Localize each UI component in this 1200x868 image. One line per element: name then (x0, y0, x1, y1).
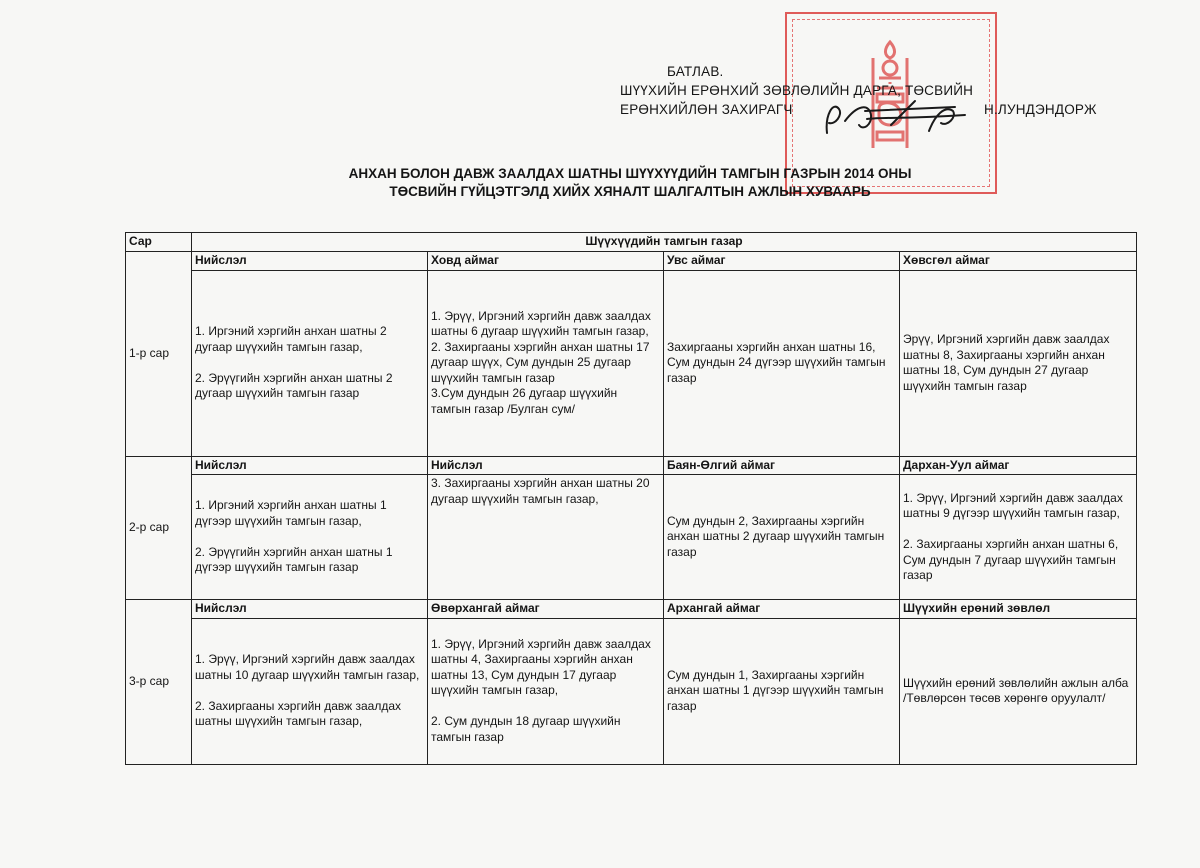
month-2-header-4: Дархан-Уул аймаг (900, 456, 1137, 475)
month-2-label: 2-р сар (126, 456, 192, 600)
month-3-cell-1: 1. Эрүү, Иргэний хэргийн давж заалдах шатны 10 дугаар шүүхийн тамгын газар, 2. Захиргааны хэргийн давж заалдах шатны шүүхийн тамгын газар, (192, 618, 428, 764)
approval-heading: БАТЛАВ. (667, 64, 724, 79)
month-2-header-1: Нийслэл (192, 456, 428, 475)
month-1-header-2: Ховд аймаг (428, 252, 664, 271)
month-3-label: 3-р сар (126, 600, 192, 765)
month-1-label: 1-р сар (126, 252, 192, 457)
month-3-cell-3: Сум дундын 1, Захиргааны хэргийн анхан шатны 1 дүгээр шүүхийн тамгын газар (664, 618, 900, 764)
schedule-table (125, 232, 1137, 765)
month-2-cell-1: 1. Иргэний хэргийн анхан шатны 1 дүгээр шүүхийн тамгын газар, 2. Эрүүгийн хэргийн анхан шатны 1 дүгээр шүүхийн тамгын газар (192, 475, 428, 600)
month-1-header-3: Увс аймаг (664, 252, 900, 271)
month-1-cell-4: Эрүү, Иргэний хэргийн давж заалдах шатны 8, Захиргааны хэргийн анхан шатны 18, Сум дундын 27 дугаар шүүхийн тамгын газар (900, 270, 1137, 456)
month-1-body-row (126, 270, 1137, 456)
month-1-header-4: Хөвсгөл аймаг (900, 252, 1137, 271)
month-3-header-2: Өвөрхангай аймаг (428, 600, 664, 619)
month-2-cell-3: Сум дундын 2, Захиргааны хэргийн анхан шатны 2 дугаар шүүхийн тамгын газар (664, 475, 900, 600)
title-line-2: ТӨСВИЙН ГҮЙЦЭТГЭЛД ХИЙХ ХЯНАЛТ ШАЛГАЛТЫН АЖЛЫН ХУВААРЬ (389, 184, 871, 199)
month-1-header-1: Нийслэл (192, 252, 428, 271)
month-3-cell-4: Шүүхийн ерөний зөвлөлийн ажлын алба /Төвлөрсөн төсөв хөрөнгө оруулалт/ (900, 618, 1137, 764)
month-1-cell-3: Захиргааны хэргийн анхан шатны 16, Сум дундын 24 дүгээр шүүхийн тамгын газар (664, 270, 900, 456)
month-2-header-2: Нийслэл (428, 456, 664, 475)
month-3-header-1: Нийслэл (192, 600, 428, 619)
document-title (280, 165, 980, 201)
approval-role: ЕРӨНХИЙЛӨН ЗАХИРАГЧ (620, 102, 793, 117)
courts-column-header: Шүүхүүдийн тамгын газар (192, 233, 1137, 252)
month-3-body-row (126, 618, 1137, 764)
approver-name: Н.ЛУНДЭНДОРЖ (984, 102, 1097, 117)
month-2-cell-2: 3. Захиргааны хэргийн анхан шатны 20 дугаар шүүхийн тамгын газар, (428, 475, 664, 600)
month-1-subheader-row (126, 252, 1137, 271)
month-3-header-3: Архангай аймаг (664, 600, 900, 619)
month-1-cell-2: 1. Эрүү, Иргэний хэргийн давж заалдах шатны 6 дугаар шүүхийн тамгын газар, 2. Захиргааны хэргийн анхан шатны 17 дугаар шүүх, Сум дундын 25 дугаар шүүхийн тамгын газар 3.Сум дундын 26 дугаар шүүхийн тамгын газар /Булган сум/ (428, 270, 664, 456)
month-1-cell-1: 1. Иргэний хэргийн анхан шатны 2 дугаар шүүхийн тамгын газар, 2. Эрүүгийн хэргийн анхан шатны 2 дугаар шүүхийн тамгын газар (192, 270, 428, 456)
month-2-header-3: Баян-Өлгий аймаг (664, 456, 900, 475)
month-2-body-row (126, 475, 1137, 600)
month-3-cell-2: 1. Эрүү, Иргэний хэргийн давж заалдах шатны 4, Захиргааны хэргийн анхан шатны 13, Сум дундын 17 дугаар шүүхийн тамгын газар, 2. Сум дундын 18 дугаар шүүхийн тамгын газар (428, 618, 664, 764)
table-header-row (126, 233, 1137, 252)
month-2-cell-4: 1. Эрүү, Иргэний хэргийн давж заалдах шатны 9 дүгээр шүүхийн тамгын газар, 2. Захиргааны хэргийн анхан шатны 6, Сум дундын 7 дугаар шүүхийн тамгын газар (900, 475, 1137, 600)
month-2-subheader-row (126, 456, 1137, 475)
approval-position: ШҮҮХИЙН ЕРӨНХИЙ ЗӨВЛӨЛИЙН ДАРГА, ТӨСВИЙН (620, 83, 974, 98)
handwritten-signature-icon (805, 95, 980, 140)
month-3-header-4: Шүүхийн ерөний зөвлөл (900, 600, 1137, 619)
month-column-header: Сар (126, 233, 192, 252)
title-line-1: АНХАН БОЛОН ДАВЖ ЗААЛДАХ ШАТНЫ ШҮҮХҮҮДИЙН ТАМГЫН ГАЗРЫН 2014 ОНЫ (348, 166, 912, 181)
month-3-subheader-row (126, 600, 1137, 619)
